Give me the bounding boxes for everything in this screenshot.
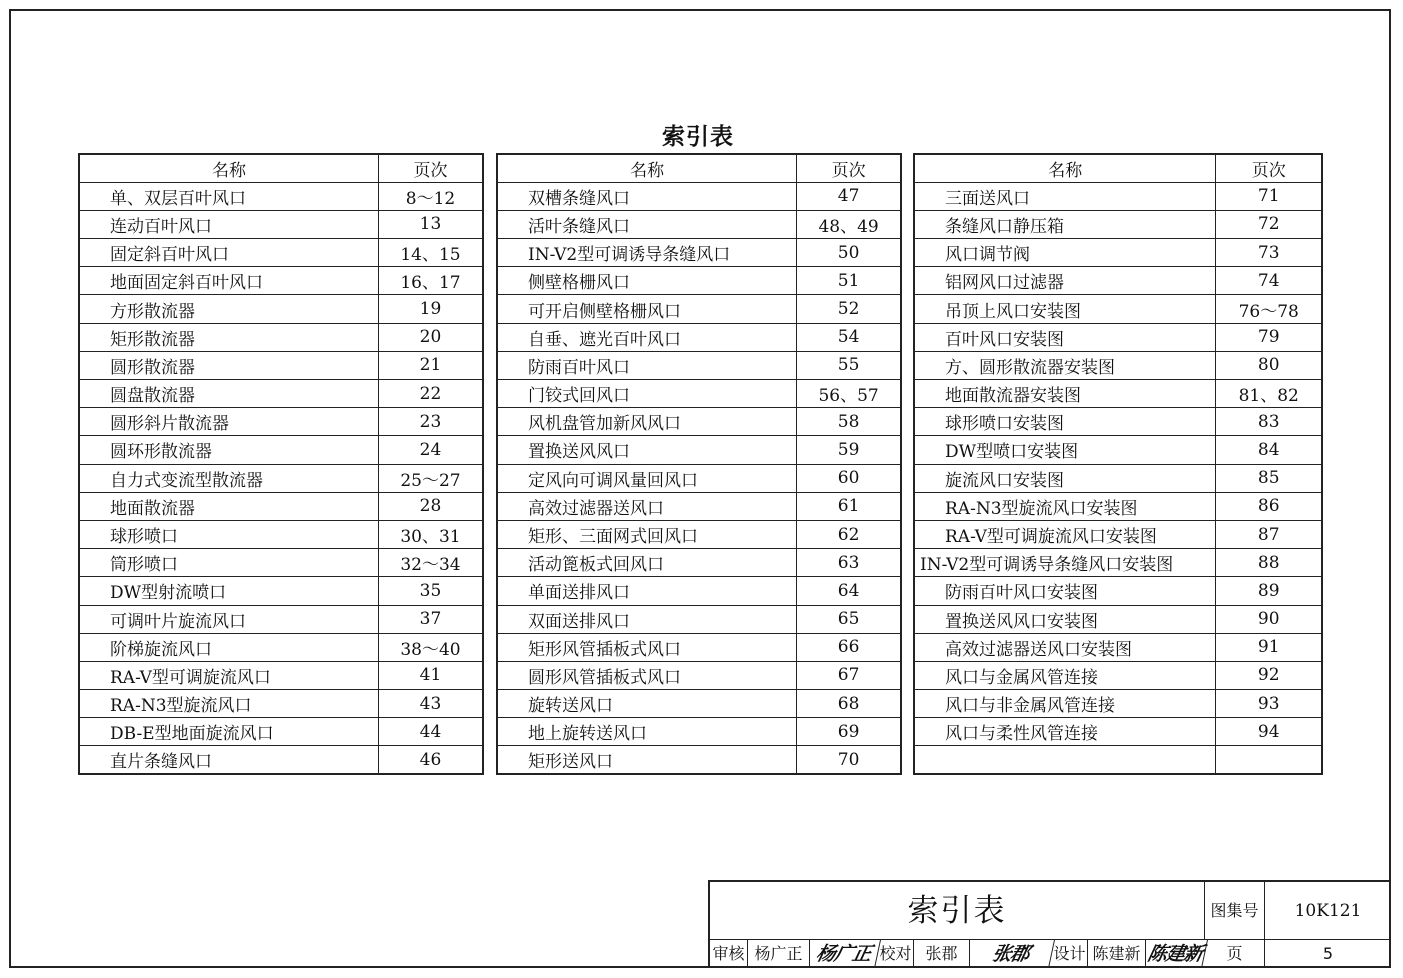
- item-name: 圆环形散流器: [79, 436, 379, 464]
- item-name: 地面散流器: [79, 492, 379, 520]
- item-page: 87: [1216, 520, 1322, 548]
- table-row: [79, 380, 483, 408]
- table-row: [79, 520, 483, 548]
- item-name: 固定斜百叶风口: [79, 239, 379, 267]
- item-page: 93: [1216, 690, 1322, 718]
- table-row: [914, 182, 1322, 210]
- item-page: 85: [1216, 464, 1322, 492]
- item-name: [914, 746, 1216, 774]
- review-label: 审核: [710, 940, 748, 968]
- item-page: 55: [797, 351, 901, 379]
- table-row: [914, 520, 1322, 548]
- item-page: 52: [797, 295, 901, 323]
- item-page: 65: [797, 605, 901, 633]
- table-row: [914, 746, 1322, 774]
- check-label: 校对: [878, 940, 914, 968]
- index-table-1: [78, 153, 484, 775]
- reviewer-signature: 杨广正: [807, 940, 881, 968]
- item-name: DW型射流喷口: [79, 577, 379, 605]
- item-name: 方形散流器: [79, 295, 379, 323]
- table-row: [497, 464, 901, 492]
- table-row: [79, 746, 483, 774]
- reviewer-name: 杨广正: [748, 940, 810, 968]
- item-name: 防雨百叶风口安装图: [914, 577, 1216, 605]
- item-page: 72: [1216, 210, 1322, 238]
- item-name: 球形喷口安装图: [914, 408, 1216, 436]
- item-page: 88: [1216, 549, 1322, 577]
- item-page: 63: [797, 549, 901, 577]
- item-name: 铝网风口过滤器: [914, 267, 1216, 295]
- table-row: [79, 718, 483, 746]
- item-page: 86: [1216, 492, 1322, 520]
- table-row: [497, 295, 901, 323]
- table-row: [497, 408, 901, 436]
- table-row: [497, 267, 901, 295]
- item-page: 91: [1216, 633, 1322, 661]
- table-row: [79, 210, 483, 238]
- item-page: 21: [379, 351, 484, 379]
- item-page: 60: [797, 464, 901, 492]
- item-page: 19: [379, 295, 484, 323]
- table-row: [914, 549, 1322, 577]
- index-table-2: [496, 153, 902, 775]
- table-row: [497, 182, 901, 210]
- item-page: 59: [797, 436, 901, 464]
- table-row: [79, 436, 483, 464]
- item-page: 8～12: [379, 182, 484, 210]
- table-row: [497, 633, 901, 661]
- item-page: 83: [1216, 408, 1322, 436]
- item-page: 13: [379, 210, 484, 238]
- checker-signature: 张郡: [967, 940, 1055, 968]
- item-page: 35: [379, 577, 484, 605]
- item-name: RA-N3型旋流风口: [79, 690, 379, 718]
- item-name: 吊顶上风口安装图: [914, 295, 1216, 323]
- table-row: [914, 323, 1322, 351]
- item-page: 80: [1216, 351, 1322, 379]
- item-page: 24: [379, 436, 484, 464]
- item-name: 筒形喷口: [79, 549, 379, 577]
- table-row: [79, 408, 483, 436]
- atlas-number-label: 图集号: [1205, 882, 1265, 940]
- table-row: [914, 633, 1322, 661]
- item-page: 30、31: [379, 520, 484, 548]
- item-name: 阶梯旋流风口: [79, 633, 379, 661]
- item-name: 风口与柔性风管连接: [914, 718, 1216, 746]
- item-name: 风机盘管加新风风口: [497, 408, 797, 436]
- design-label: 设计: [1052, 940, 1088, 968]
- table-row: [497, 605, 901, 633]
- item-page: 69: [797, 718, 901, 746]
- item-page: 16、17: [379, 267, 484, 295]
- table-row: [914, 267, 1322, 295]
- item-page: 61: [797, 492, 901, 520]
- item-name: RA-V型可调旋流风口: [79, 661, 379, 689]
- header-name: 名称: [497, 154, 797, 182]
- item-name: 可调叶片旋流风口: [79, 605, 379, 633]
- table-row: [79, 492, 483, 520]
- table-row: [914, 718, 1322, 746]
- item-name: 圆盘散流器: [79, 380, 379, 408]
- item-name: 自垂、遮光百叶风口: [497, 323, 797, 351]
- item-name: 侧壁格栅风口: [497, 267, 797, 295]
- table-row: [914, 295, 1322, 323]
- item-name: IN-V2型可调诱导条缝风口安装图: [914, 549, 1216, 577]
- table-row: [497, 351, 901, 379]
- item-page: 76～78: [1216, 295, 1322, 323]
- item-name: 矩形风管插板式风口: [497, 633, 797, 661]
- item-page: 73: [1216, 239, 1322, 267]
- table-row: [79, 295, 483, 323]
- item-page: 67: [797, 661, 901, 689]
- item-page: 51: [797, 267, 901, 295]
- item-name: 圆形风管插板式风口: [497, 661, 797, 689]
- table-row: [914, 436, 1322, 464]
- item-page: 44: [379, 718, 484, 746]
- item-name: 条缝风口静压箱: [914, 210, 1216, 238]
- item-page: 66: [797, 633, 901, 661]
- item-page: 74: [1216, 267, 1322, 295]
- table-row: [914, 492, 1322, 520]
- item-name: 地面散流器安装图: [914, 380, 1216, 408]
- table-row: [497, 436, 901, 464]
- title-block-title: 索引表: [710, 882, 1205, 940]
- item-page: 81、82: [1216, 380, 1322, 408]
- item-name: 风口与非金属风管连接: [914, 690, 1216, 718]
- item-name: 地面固定斜百叶风口: [79, 267, 379, 295]
- item-name: 球形喷口: [79, 520, 379, 548]
- item-page: 71: [1216, 182, 1322, 210]
- item-name: RA-N3型旋流风口安装图: [914, 492, 1216, 520]
- item-name: 双槽条缝风口: [497, 182, 797, 210]
- table-row: [914, 577, 1322, 605]
- item-page: 14、15: [379, 239, 484, 267]
- header-page: 页次: [379, 154, 484, 182]
- item-name: 置换送风风口: [497, 436, 797, 464]
- table-row: [79, 633, 483, 661]
- title-block: [708, 880, 1391, 968]
- item-page: 62: [797, 520, 901, 548]
- table-row: [914, 351, 1322, 379]
- item-name: 旋流风口安装图: [914, 464, 1216, 492]
- item-name: 矩形送风口: [497, 746, 797, 774]
- item-page: 41: [379, 661, 484, 689]
- table-row: [914, 464, 1322, 492]
- page-title: 索引表: [662, 124, 734, 150]
- item-page: 64: [797, 577, 901, 605]
- item-page: 56、57: [797, 380, 901, 408]
- table-row: [497, 380, 901, 408]
- table-row: [79, 267, 483, 295]
- checker-name: 张郡: [914, 940, 970, 968]
- table-row: [497, 577, 901, 605]
- page-number: 5: [1322, 944, 1334, 963]
- item-name: 双面送排风口: [497, 605, 797, 633]
- item-page: 50: [797, 239, 901, 267]
- item-name: 直片条缝风口: [79, 746, 379, 774]
- table-row: [79, 239, 483, 267]
- item-name: IN-V2型可调诱导条缝风口: [497, 239, 797, 267]
- item-name: 连动百叶风口: [79, 210, 379, 238]
- table-row: [79, 690, 483, 718]
- table-row: [914, 605, 1322, 633]
- table-row: [79, 549, 483, 577]
- table-row: [79, 661, 483, 689]
- table-row: [79, 605, 483, 633]
- item-page: 25～27: [379, 464, 484, 492]
- item-name: 风口调节阀: [914, 239, 1216, 267]
- item-name: RA-V型可调旋流风口安装图: [914, 520, 1216, 548]
- table-row: [914, 661, 1322, 689]
- item-name: 门铰式回风口: [497, 380, 797, 408]
- designer-signature: 陈建新: [1143, 940, 1208, 968]
- item-name: 地上旋转送风口: [497, 718, 797, 746]
- item-name: 单面送排风口: [497, 577, 797, 605]
- item-name: 百叶风口安装图: [914, 323, 1216, 351]
- item-page: 20: [379, 323, 484, 351]
- item-page: 84: [1216, 436, 1322, 464]
- item-page: 68: [797, 690, 901, 718]
- item-page: 70: [797, 746, 901, 774]
- item-page: 92: [1216, 661, 1322, 689]
- item-page: 22: [379, 380, 484, 408]
- table-row: [79, 182, 483, 210]
- item-name: 活动篦板式回风口: [497, 549, 797, 577]
- header-page: 页次: [797, 154, 901, 182]
- item-name: 防雨百叶风口: [497, 351, 797, 379]
- item-page: 89: [1216, 577, 1322, 605]
- table-row: [497, 520, 901, 548]
- item-name: 圆形散流器: [79, 351, 379, 379]
- item-name: 高效过滤器送风口安装图: [914, 633, 1216, 661]
- signature-row: [710, 940, 1391, 968]
- item-name: 活叶条缝风口: [497, 210, 797, 238]
- item-page: 90: [1216, 605, 1322, 633]
- item-page: 48、49: [797, 210, 901, 238]
- item-name: 可开启侧壁格栅风口: [497, 295, 797, 323]
- item-name: 方、圆形散流器安装图: [914, 351, 1216, 379]
- item-name: 矩形、三面网式回风口: [497, 520, 797, 548]
- item-page: 28: [379, 492, 484, 520]
- item-name: 单、双层百叶风口: [79, 182, 379, 210]
- table-row: [79, 351, 483, 379]
- table-row: [914, 380, 1322, 408]
- table-row: [79, 464, 483, 492]
- item-name: 自力式变流型散流器: [79, 464, 379, 492]
- item-page: 54: [797, 323, 901, 351]
- item-name: 圆形斜片散流器: [79, 408, 379, 436]
- item-name: 风口与金属风管连接: [914, 661, 1216, 689]
- item-name: 矩形散流器: [79, 323, 379, 351]
- table-row: [497, 239, 901, 267]
- item-page: 43: [379, 690, 484, 718]
- table-row: [497, 549, 901, 577]
- table-row: [497, 210, 901, 238]
- atlas-number-value: 10K121: [1265, 882, 1391, 940]
- item-name: 旋转送风口: [497, 690, 797, 718]
- item-name: 高效过滤器送风口: [497, 492, 797, 520]
- item-name: 三面送风口: [914, 182, 1216, 210]
- table-row: [914, 239, 1322, 267]
- item-page: 94: [1216, 718, 1322, 746]
- table-row: [79, 577, 483, 605]
- item-page: 38～40: [379, 633, 484, 661]
- item-page: 58: [797, 408, 901, 436]
- designer-name: 陈建新: [1088, 940, 1146, 968]
- item-name: 置换送风风口安装图: [914, 605, 1216, 633]
- item-page: 46: [379, 746, 484, 774]
- table-row: [914, 690, 1322, 718]
- table-row: [497, 323, 901, 351]
- table-row: [914, 408, 1322, 436]
- table-row: [914, 210, 1322, 238]
- table-row: [497, 492, 901, 520]
- item-name: DW型喷口安装图: [914, 436, 1216, 464]
- header-page: 页次: [1216, 154, 1322, 182]
- header-name: 名称: [79, 154, 379, 182]
- index-table-3: [913, 153, 1323, 775]
- item-page: 47: [797, 182, 901, 210]
- table-row: [497, 746, 901, 774]
- item-page: 79: [1216, 323, 1322, 351]
- item-page: 32～34: [379, 549, 484, 577]
- table-row: [497, 661, 901, 689]
- page-label: 页: [1205, 940, 1265, 968]
- header-name: 名称: [914, 154, 1216, 182]
- item-name: DB-E型地面旋流风口: [79, 718, 379, 746]
- item-page: 23: [379, 408, 484, 436]
- table-row: [79, 323, 483, 351]
- item-page: [1216, 746, 1322, 774]
- table-row: [497, 690, 901, 718]
- item-page: 37: [379, 605, 484, 633]
- table-row: [497, 718, 901, 746]
- item-name: 定风向可调风量回风口: [497, 464, 797, 492]
